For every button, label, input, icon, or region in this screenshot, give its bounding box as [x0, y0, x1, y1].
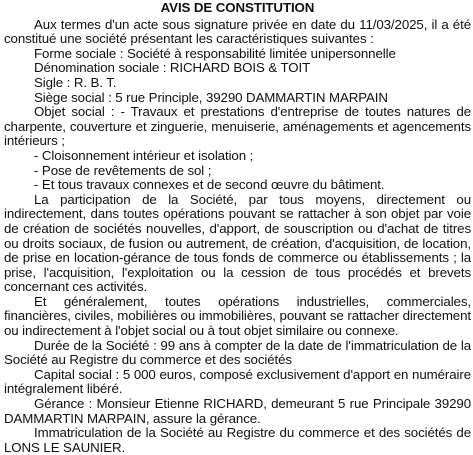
registered-office: Siège social : 5 rue Principle, 39290 DAMMARTIN MARPAIN: [34, 89, 388, 105]
legal-notice: [4, 0, 471, 455]
general-operations-paragraph: Et généralement, toutes opérations industrielles, commerciales, financières, civiles, mobilières ou immobilières, pouvant se rattacher directement ou indirectement à l'objet social ou à tout objet similaire ou connexe.: [4, 293, 471, 339]
company-name: Dénomination sociale : RICHARD BOIS & TOIT: [34, 60, 311, 76]
purpose-item-related-works: - Et tous travaux connexes et de second œuvre du bâtiment.: [34, 177, 385, 193]
participation-paragraph: La participation de la Société, par tous moyens, directement ou indirectement, dans toutes opérations pouvant se rattacher à son objet par voie de création de sociétés nouvelles, d'apport, de souscription ou d'achat de titres ou droits sociaux, de fusion ou autrement, de création, d'acquisition, de location, de prise en location-gérance de tous fonds de commerce ou établissements ; la prise, l'acquisition, l'exploitation ou la cession de tous procédés et brevets concernant ces activités.: [4, 191, 471, 295]
intro-paragraph: Aux termes d'un acte sous signature privée en date du 11/03/2025, il a été constitué une société présentant les caractéristiques suivantes :: [4, 16, 471, 47]
purpose-item-flooring: - Pose de revêtements de sol ;: [34, 162, 212, 178]
share-capital: Capital social : 5 000 euros, composé exclusivement d'apport en numéraire intégralement libéré.: [4, 366, 471, 397]
management: Gérance : Monsieur Etienne RICHARD, demeurant 5 rue Principale 39290 DAMMARTIN MARPAIN, assure la gérance.: [4, 396, 471, 426]
legal-form: Forme sociale : Société à responsabilité limitée unipersonnelle: [34, 45, 396, 61]
acronym: Sigle : R. B. T.: [34, 74, 117, 90]
duration: Durée de la Société : 99 ans à compter de la date de l'immatriculation de la Société au Registre du commerce et des sociétés: [4, 337, 471, 368]
registration: Immatriculation de la Société au Registre du commerce et des sociétés de LONS LE SAUNIER.: [4, 425, 471, 455]
notice-title: AVIS DE CONSTITUTION: [160, 0, 315, 15]
corporate-purpose: Objet social : - Travaux et prestations d'entreprise de toutes natures de charpente, couverture et zinguerie, menuiserie, aménagements et agencements intérieurs ;: [4, 104, 471, 149]
purpose-item-partitioning: - Cloisonnement intérieur et isolation ;: [34, 147, 254, 163]
